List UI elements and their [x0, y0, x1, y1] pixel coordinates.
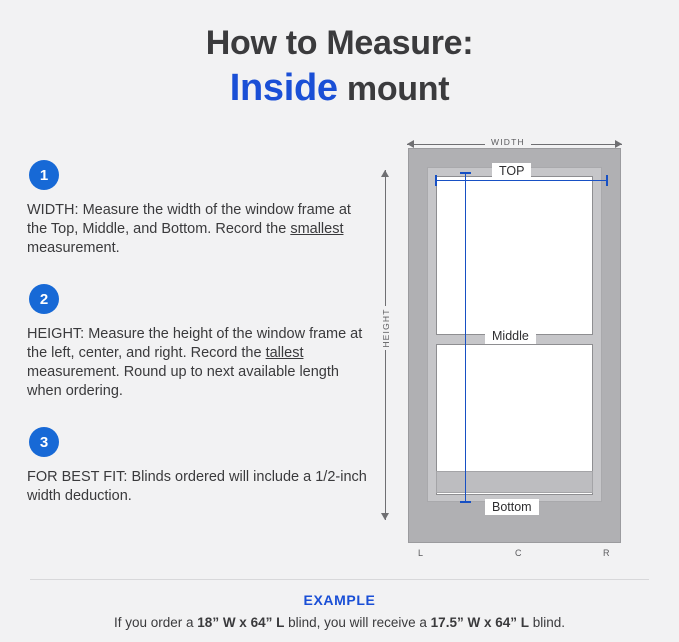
title-accent-word: Inside — [229, 67, 338, 109]
window-frame-outer — [408, 148, 621, 543]
measure-line-center-height — [465, 172, 466, 502]
width-arrow-left-head-icon — [407, 140, 414, 148]
step-2-badge: 2 — [29, 284, 59, 314]
step-1-text-after: measurement. — [27, 240, 120, 256]
window-pane-top — [436, 176, 593, 335]
width-arrow-right-head-icon — [615, 140, 622, 148]
example-heading: EXAMPLE — [303, 592, 376, 608]
step-3-badge: 3 — [29, 427, 59, 457]
axis-label-left: L — [418, 548, 424, 558]
height-dimension-arrow — [379, 170, 393, 520]
step-1-text — [27, 201, 367, 258]
height-dimension-label: HEIGHT — [378, 306, 394, 350]
width-dimension-label: WIDTH — [485, 137, 531, 147]
step-2-label: HEIGHT: — [27, 326, 85, 342]
height-arrow-top-head-icon — [381, 170, 389, 177]
step-3-label: FOR BEST FIT: — [27, 469, 128, 485]
axis-label-right: R — [603, 548, 610, 558]
title-mount-word: mount — [337, 70, 450, 108]
step-3-text-before: Blinds ordered will include a 1/2-inch width deduction. — [27, 469, 367, 504]
label-top: TOP — [492, 163, 531, 179]
step-3-text — [27, 468, 367, 506]
window-sill — [436, 471, 593, 493]
example-text — [0, 615, 679, 630]
step-2-text — [27, 325, 367, 401]
step-2 — [27, 284, 377, 401]
example-footer — [0, 592, 679, 630]
measure-tick-center-top — [460, 172, 471, 174]
step-1-underlined: smallest — [290, 221, 344, 237]
height-arrow-bottom-head-icon — [381, 513, 389, 520]
measure-tick-top-left — [435, 175, 437, 186]
step-2-underlined: tallest — [265, 345, 304, 361]
step-3 — [27, 427, 377, 506]
step-2-text-after: measurement. Round up to next available length when ordering. — [27, 364, 339, 399]
example-text-part3: blind. — [528, 615, 565, 630]
page-title — [0, 22, 679, 111]
example-text-part2: blind, you will receive a — [284, 615, 431, 630]
example-text-part1: If you order a — [114, 615, 198, 630]
axis-label-center: C — [515, 548, 522, 558]
steps-list — [27, 160, 377, 524]
footer-divider — [30, 579, 649, 580]
step-1-label: WIDTH: — [27, 202, 79, 218]
title-line-2 — [0, 66, 679, 111]
step-1-badge: 1 — [29, 160, 59, 190]
step-2-text-before: Measure the height of the window frame at the left, center, and right. Record the — [27, 326, 363, 361]
measure-tick-top-right — [606, 175, 608, 186]
title-line-1: How to Measure: — [205, 24, 474, 62]
example-order-size: 18” W x 64” L — [197, 615, 285, 630]
example-received-size: 17.5” W x 64” L — [430, 615, 529, 630]
measure-line-top-width — [435, 180, 607, 181]
label-middle: Middle — [485, 328, 536, 344]
label-bottom: Bottom — [485, 499, 539, 515]
window-diagram — [375, 130, 665, 560]
step-1 — [27, 160, 377, 258]
step-1-text-before: Measure the width of the window frame at the Top, Middle, and Bottom. Record the — [27, 202, 351, 237]
measure-tick-center-bottom — [460, 501, 471, 503]
